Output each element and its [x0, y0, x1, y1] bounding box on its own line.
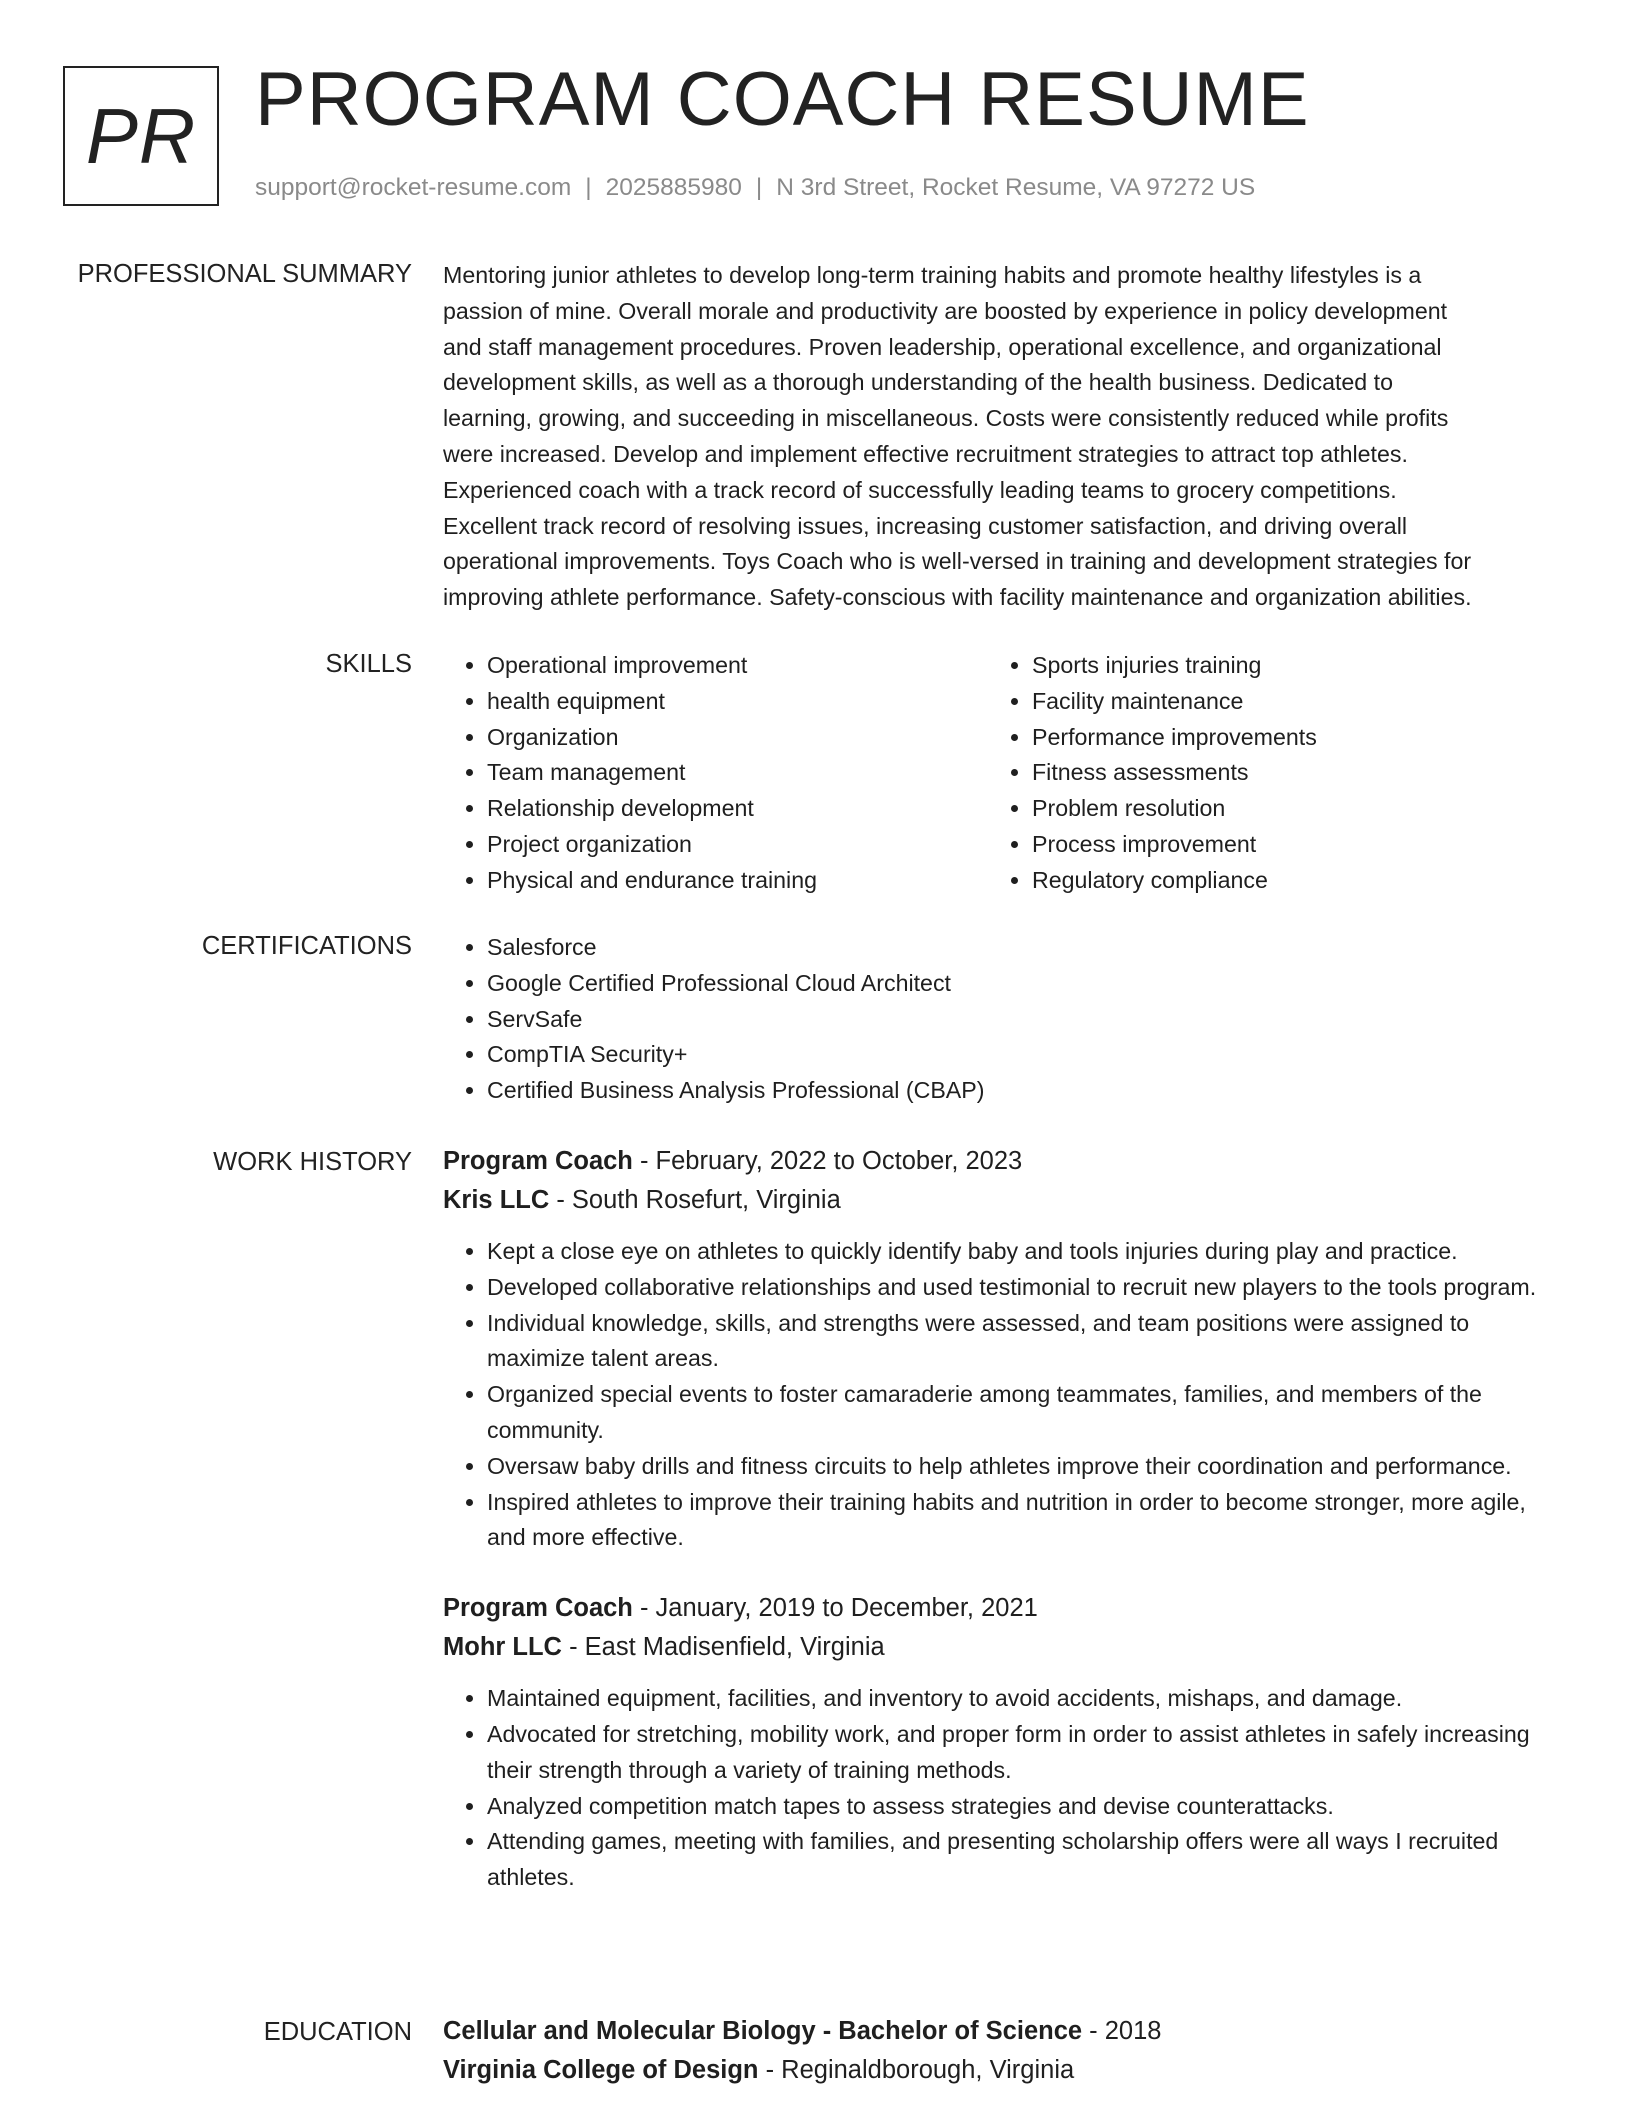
job-bullet: • Individual knowledge, skills, and strengths were assessed, and team positions were assigned to maximize talent areas. [487, 1306, 1563, 1378]
skill-item: • Physical and endurance training [487, 863, 817, 899]
education-year: - 2018 [1082, 2017, 1162, 2045]
job-bullet: • Kept a close eye on athletes to quickly identify baby and tools injuries during play and practice. [487, 1234, 1563, 1270]
summary-line: passion of mine. Overall morale and productivity are boosted by experience in policy development [443, 297, 1448, 324]
section-label-work-history: WORK HISTORY [213, 1148, 412, 1176]
summary-line: improving athlete performance. Safety-conscious with facility maintenance and organization abilities. [443, 584, 1472, 611]
summary-line: Experienced coach with a track record of successfully leading teams to grocery competitions. [443, 476, 1397, 503]
summary-line: and staff management procedures. Proven leadership, operational excellence, and organizational [443, 333, 1442, 360]
certification-item: • Google Certified Professional Cloud Architect [487, 966, 1563, 1002]
job-bullet: • Organized special events to foster camaraderie among teammates, families, and members of the community. [487, 1377, 1563, 1449]
education-body [443, 2012, 1563, 2090]
skill-item: • Performance improvements [1032, 720, 1317, 756]
job-dates: - January, 2019 to December, 2021 [632, 1594, 1038, 1623]
section-label-certifications: CERTIFICATIONS [201, 932, 412, 960]
contact-separator: | [585, 174, 592, 201]
job-bullet: • Attending games, meeting with families, and presenting scholarship offers were all ways I recruited athletes. [487, 1824, 1563, 1896]
summary-text [443, 258, 1563, 616]
job-title: Program Coach [443, 1594, 633, 1623]
job-bullets [443, 1681, 1563, 1896]
skills-column-right [988, 648, 1317, 899]
job-bullet: • Developed collaborative relationships and used testimonial to recruit new players to the tools program. [487, 1270, 1563, 1306]
skill-item: • Process improvement [1032, 827, 1317, 863]
job-title-line [443, 1589, 1563, 1628]
contact-separator: | [755, 174, 763, 201]
contact-address: N 3rd Street, Rocket Resume, VA 97272 US [776, 174, 1256, 201]
education-school-line [443, 2051, 1563, 2090]
summary-line: Excellent track record of resolving issues, increasing customer satisfaction, and driving overall [443, 512, 1408, 539]
certification-item: • CompTIA Security+ [487, 1037, 1563, 1073]
skill-item: • Organization [487, 720, 817, 756]
skill-item: • Project organization [487, 827, 817, 863]
job-company-line [443, 1181, 1563, 1220]
skill-item: • Fitness assessments [1032, 755, 1317, 791]
job-bullet: • Advocated for stretching, mobility work, and proper form in order to assist athletes in safely increasing their strength through a variety of training methods. [487, 1717, 1563, 1789]
skill-item: • Relationship development [487, 791, 817, 827]
summary-line: were increased. Develop and implement effective recruitment strategies to attract top athletes. [443, 440, 1408, 467]
skill-item: • health equipment [487, 684, 817, 720]
certification-item: • ServSafe [487, 1002, 1563, 1038]
job-bullet: • Oversaw baby drills and fitness circuits to help athletes improve their coordination and performance. [487, 1449, 1563, 1485]
education-location: - Reginaldborough, Virginia [758, 2056, 1075, 2084]
skill-item: • Team management [487, 755, 817, 791]
job-company: Mohr LLC [443, 1633, 562, 1662]
education-degree: Cellular and Molecular Biology - Bachelor of Science [443, 2017, 1083, 2045]
education-school: Virginia College of Design [443, 2056, 759, 2084]
monogram-logo: PR [63, 66, 219, 206]
job-bullet: • Analyzed competition match tapes to assess strategies and devise counterattacks. [487, 1789, 1563, 1825]
summary-line: learning, growing, and succeeding in miscellaneous. Costs were consistently reduced while profits [443, 405, 1449, 432]
job-entry [443, 1589, 1563, 1896]
skill-item: • Operational improvement [487, 648, 817, 684]
job-title-line [443, 1142, 1563, 1181]
section-label-education: EDUCATION [263, 2018, 412, 2046]
job-title: Program Coach [443, 1147, 633, 1175]
skill-item: • Regulatory compliance [1032, 863, 1317, 899]
summary-line: Mentoring junior athletes to develop long-term training habits and promote healthy lifestyles is a [443, 262, 1422, 288]
skill-item: • Sports injuries training [1032, 648, 1317, 684]
section-label-summary: PROFESSIONAL SUMMARY [77, 260, 412, 288]
skills-list [443, 648, 1563, 908]
summary-line: development skills, as well as a thorough understanding of the health business. Dedicated to [443, 369, 1393, 396]
skill-item: • Problem resolution [1032, 791, 1317, 827]
job-company: Kris LLC [443, 1186, 550, 1214]
skill-item: • Facility maintenance [1032, 684, 1317, 720]
job-bullet: • Inspired athletes to improve their training habits and nutrition in order to become stronger, more agile, and more effective. [487, 1485, 1563, 1557]
education-degree-line [443, 2012, 1563, 2051]
page-title: PROGRAM COACH RESUME [255, 57, 1310, 142]
job-company-line [443, 1628, 1563, 1667]
contact-phone: 2025885980 [605, 174, 742, 201]
summary-line: operational improvements. Toys Coach who is well-versed in training and development strategies for [443, 548, 1472, 575]
contact-line [255, 174, 1255, 202]
certifications-list [443, 930, 1563, 1109]
job-entry [443, 1142, 1563, 1556]
certification-item: • Certified Business Analysis Professional (CBAP) [487, 1073, 1563, 1109]
job-bullets [443, 1234, 1563, 1556]
certification-item: • Salesforce [487, 930, 1563, 966]
work-history-body [443, 1142, 1563, 1896]
job-location: - East Madisenfield, Virginia [561, 1633, 885, 1662]
skills-column-left [443, 648, 817, 899]
job-dates: - February, 2022 to October, 2023 [632, 1147, 1023, 1175]
job-bullet: • Maintained equipment, facilities, and inventory to avoid accidents, mishaps, and damage. [487, 1681, 1563, 1717]
job-location: - South Rosefurt, Virginia [549, 1186, 841, 1214]
contact-email[interactable]: support@rocket-resume.com [255, 174, 572, 201]
section-label-skills: SKILLS [325, 650, 412, 678]
